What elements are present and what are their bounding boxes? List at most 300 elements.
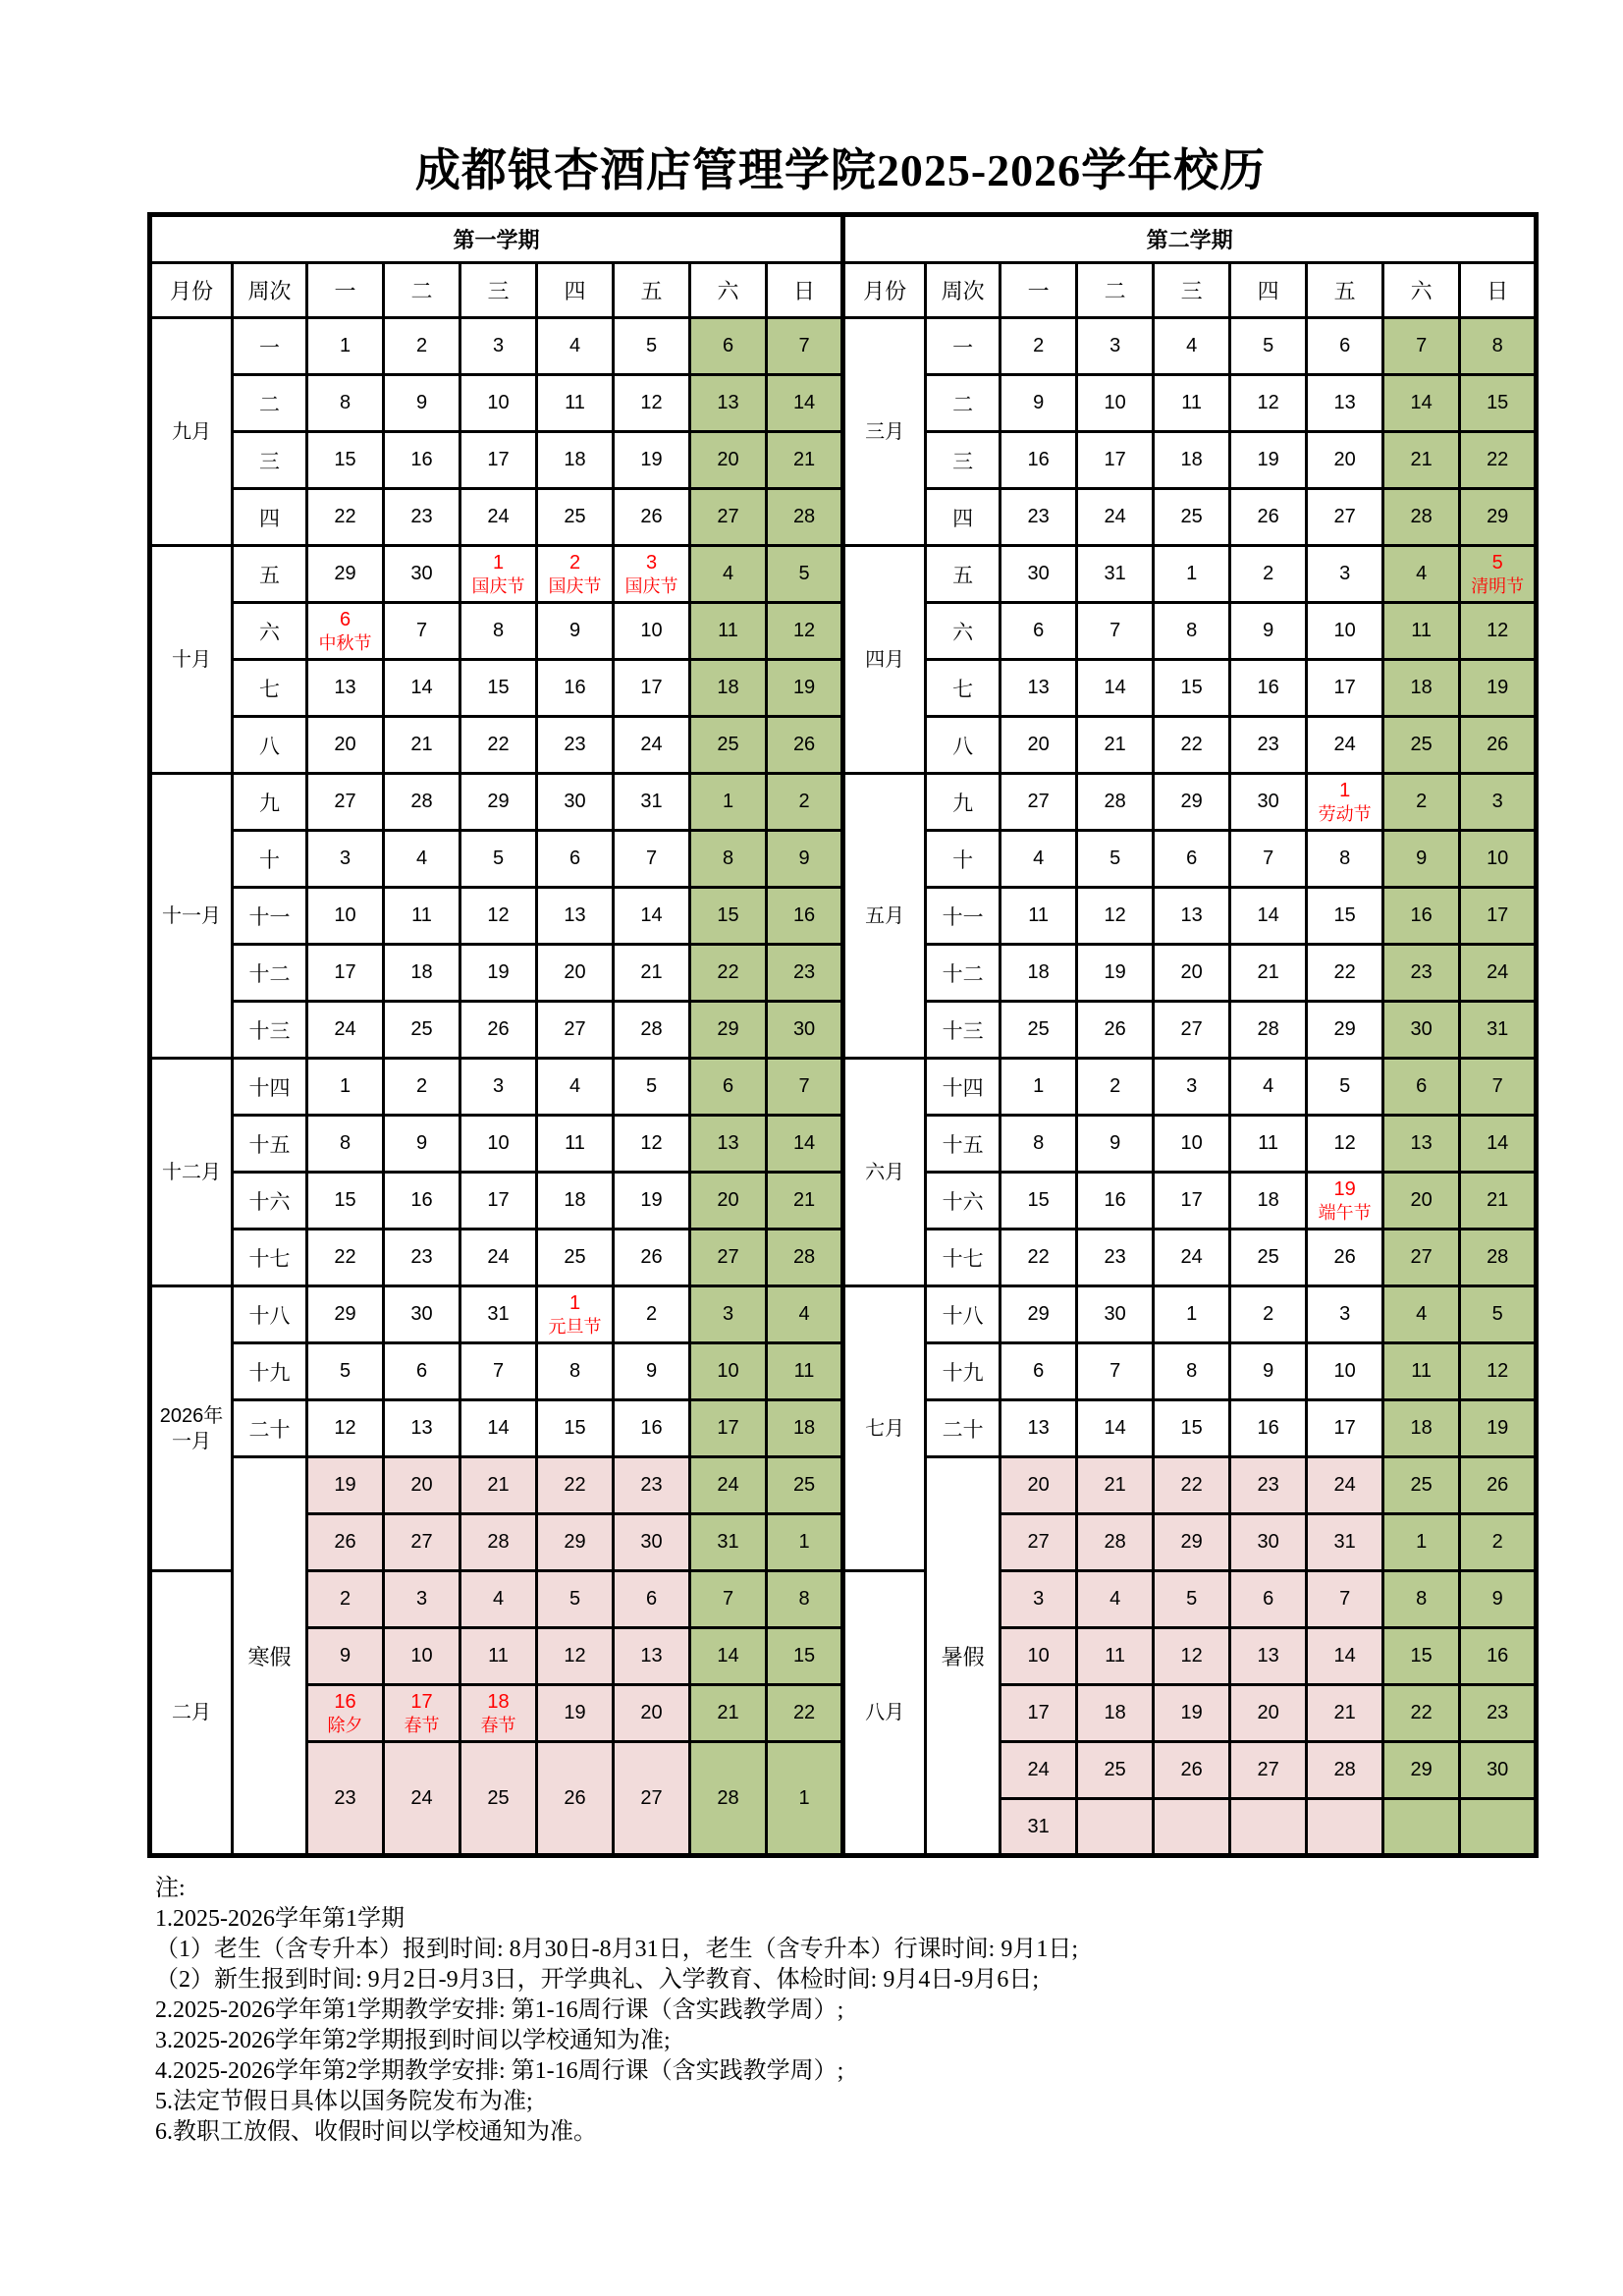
date-cell (1383, 717, 1460, 774)
date-number: 2 (1263, 1303, 1274, 1325)
date-cell (460, 375, 537, 432)
note-line: 注: (155, 1876, 186, 1901)
date-cell (1154, 1286, 1230, 1343)
date-number: 22 (1487, 449, 1509, 470)
date-number: 17 (410, 1691, 433, 1713)
date-cell (460, 1457, 537, 1514)
date-number: 5 (1491, 1303, 1503, 1325)
date-cell (1383, 546, 1460, 603)
date-cell (767, 1173, 843, 1230)
date-number: 31 (1487, 1018, 1509, 1040)
date-cell (1307, 717, 1383, 774)
date-cell (1077, 1230, 1154, 1286)
col-header-week: 周次 (233, 263, 307, 318)
date-cell (1230, 489, 1307, 546)
date-cell (767, 1343, 843, 1400)
date-number: 8 (492, 620, 505, 641)
date-number: 1 (568, 1292, 581, 1314)
date-cell (690, 546, 767, 603)
date-cell (1154, 489, 1230, 546)
date-cell (537, 1002, 614, 1059)
date-cell (307, 1059, 384, 1116)
month-cell: 七月 (843, 1286, 926, 1571)
date-number: 27 (1027, 1531, 1050, 1553)
date-number: 20 (717, 449, 739, 470)
date-cell (690, 1400, 767, 1457)
date-cell (460, 432, 537, 489)
date-number: 11 (1258, 1132, 1278, 1154)
col-header-sun: 日 (1460, 263, 1537, 318)
note-line: 6.教职工放假、收假时间以学校通知为准。 (155, 2119, 597, 2145)
date-number: 2 (1263, 563, 1274, 584)
date-number: 29 (1180, 791, 1203, 812)
date-number: 22 (334, 506, 356, 527)
date-cell (460, 603, 537, 660)
date-cell (307, 1173, 384, 1230)
date-cell (307, 1571, 384, 1628)
date-number: 7 (415, 620, 428, 641)
date-cell (1383, 1514, 1460, 1571)
date-cell (1001, 1514, 1077, 1571)
date-cell (1001, 546, 1077, 603)
date-cell (690, 318, 767, 375)
date-cell (1307, 1685, 1383, 1742)
date-cell (1154, 1173, 1230, 1230)
date-number: 15 (334, 1189, 356, 1211)
date-cell (1001, 888, 1077, 945)
date-number: 15 (1487, 392, 1509, 413)
date-cell (1307, 1742, 1383, 1799)
date-cell (767, 888, 843, 945)
date-cell (1154, 1799, 1230, 1856)
week-cell: 二十 (233, 1400, 307, 1457)
date-number: 23 (1257, 1474, 1279, 1496)
date-number: 9 (645, 1360, 658, 1382)
date-number: 26 (1257, 506, 1279, 527)
date-number: 16 (792, 904, 816, 926)
date-number: 2 (1416, 791, 1428, 812)
date-number: 22 (1410, 1702, 1433, 1723)
date-number: 19 (1257, 449, 1279, 470)
col-header-sat: 六 (1383, 263, 1460, 318)
date-number: 29 (1487, 506, 1509, 527)
month-cell: 三月 (843, 318, 926, 546)
date-number: 10 (1333, 1360, 1356, 1382)
date-cell (1154, 1400, 1230, 1457)
col-header-month: 月份 (150, 263, 233, 318)
date-number: 26 (792, 734, 816, 755)
col-header-month: 月份 (843, 263, 926, 318)
date-cell (1460, 717, 1537, 774)
date-cell (1307, 1002, 1383, 1059)
week-cell: 二十 (926, 1400, 1001, 1457)
date-number: 5 (1263, 335, 1274, 356)
holiday-label: 端午节 (1318, 1203, 1372, 1223)
month-cell: 十一月 (150, 774, 233, 1059)
date-number: 6 (1263, 1588, 1274, 1610)
date-number: 23 (410, 1246, 433, 1268)
date-cell (1460, 1742, 1537, 1799)
date-cell (1077, 318, 1154, 375)
date-number: 1 (1339, 780, 1351, 801)
day-header-row (150, 263, 1537, 318)
holiday-label: 清明节 (1471, 576, 1525, 596)
date-cell (307, 1685, 384, 1742)
date-cell (1460, 660, 1537, 717)
date-cell (1154, 1059, 1230, 1116)
week-cell: 十三 (926, 1002, 1001, 1059)
date-number: 25 (487, 1786, 510, 1809)
date-cell (1154, 1514, 1230, 1571)
date-cell (1077, 831, 1154, 888)
date-number: 19 (1180, 1702, 1203, 1723)
date-number: 15 (564, 1417, 586, 1439)
date-number: 20 (410, 1474, 433, 1496)
date-cell (384, 546, 460, 603)
date-cell (1001, 375, 1077, 432)
date-cell (307, 1400, 384, 1457)
date-cell (1383, 831, 1460, 888)
date-number: 4 (1186, 335, 1198, 356)
date-number: 9 (1033, 392, 1045, 413)
date-number: 28 (1410, 506, 1433, 527)
date-cell (1383, 1571, 1460, 1628)
date-cell (537, 1457, 614, 1514)
month-cell: 2026年一月 (150, 1286, 233, 1571)
date-cell (614, 1230, 690, 1286)
holiday-label: 劳动节 (1318, 804, 1372, 824)
date-number: 24 (1104, 506, 1126, 527)
date-number: 15 (487, 677, 510, 698)
note-line: 5.法定节假日具体以国务院发布为准; (155, 2089, 533, 2114)
date-cell (1307, 318, 1383, 375)
date-number: 10 (640, 620, 663, 641)
date-cell (1001, 1400, 1077, 1457)
date-number: 18 (792, 1417, 816, 1439)
date-cell (460, 774, 537, 831)
date-number: 23 (1410, 961, 1433, 983)
week-cell: 十二 (926, 945, 1001, 1002)
date-number: 25 (410, 1018, 433, 1040)
date-number: 26 (1487, 1474, 1509, 1496)
date-number: 18 (1104, 1702, 1126, 1723)
holiday-label: 除夕 (327, 1716, 363, 1735)
date-number: 14 (487, 1417, 510, 1439)
date-cell (690, 1116, 767, 1173)
date-number: 25 (1257, 1246, 1279, 1268)
date-cell (1307, 1514, 1383, 1571)
date-cell (460, 1343, 537, 1400)
month-cell: 八月 (843, 1571, 926, 1856)
date-number: 10 (1487, 847, 1509, 869)
date-cell (1001, 1742, 1077, 1799)
date-number: 19 (1487, 677, 1509, 698)
date-number: 13 (334, 677, 356, 698)
date-number: 1 (1416, 1531, 1428, 1553)
date-number: 12 (640, 1132, 663, 1154)
date-number: 19 (334, 1474, 356, 1496)
date-cell (307, 945, 384, 1002)
date-cell (537, 1116, 614, 1173)
week-cell: 七 (233, 660, 307, 717)
date-number: 15 (1180, 1417, 1203, 1439)
date-cell (690, 1742, 767, 1856)
date-cell (537, 1514, 614, 1571)
date-cell (690, 375, 767, 432)
date-number: 23 (1257, 734, 1279, 755)
date-number: 27 (1257, 1759, 1279, 1780)
month-cell: 十月 (150, 546, 233, 774)
date-number: 26 (1333, 1246, 1356, 1268)
date-number: 3 (1491, 791, 1503, 812)
date-cell (1383, 489, 1460, 546)
date-number: 8 (1491, 335, 1503, 356)
date-cell (614, 1742, 690, 1856)
date-cell (384, 1286, 460, 1343)
week-cell: 三 (926, 432, 1001, 489)
date-number: 15 (792, 1645, 816, 1667)
semester-2-header: 第二学期 (843, 215, 1537, 263)
date-number: 9 (1416, 847, 1428, 869)
week-cell: 十九 (926, 1343, 1001, 1400)
week-cell: 九 (926, 774, 1001, 831)
date-number: 21 (1104, 1474, 1126, 1496)
date-number: 4 (1263, 1075, 1274, 1097)
week-cell: 十八 (233, 1286, 307, 1343)
date-number: 8 (1186, 1360, 1198, 1382)
date-number: 5 (645, 1075, 658, 1097)
date-cell (384, 1002, 460, 1059)
date-cell (1460, 831, 1537, 888)
date-number: 12 (1487, 620, 1509, 641)
date-number: 29 (1333, 1018, 1356, 1040)
semester-header-row (150, 215, 1537, 263)
date-cell (537, 1343, 614, 1400)
col-header-fri: 五 (614, 263, 690, 318)
week-cell: 六 (926, 603, 1001, 660)
notes (155, 1874, 1623, 2148)
date-cell (1077, 1628, 1154, 1685)
date-cell (1077, 660, 1154, 717)
date-cell (1230, 1343, 1307, 1400)
date-cell (614, 432, 690, 489)
date-number: 12 (640, 392, 663, 413)
date-cell (1230, 1059, 1307, 1116)
week-cell: 二 (233, 375, 307, 432)
date-number: 30 (410, 1303, 433, 1325)
date-number: 21 (792, 449, 816, 470)
date-number: 22 (564, 1474, 586, 1496)
date-cell (1001, 1685, 1077, 1742)
date-cell (614, 1002, 690, 1059)
date-cell (1230, 888, 1307, 945)
date-cell (460, 1116, 537, 1173)
date-cell (307, 489, 384, 546)
date-cell (614, 1286, 690, 1343)
date-number: 31 (717, 1531, 739, 1553)
col-header-wed: 三 (1154, 263, 1230, 318)
date-cell (537, 603, 614, 660)
week-cell: 十四 (926, 1059, 1001, 1116)
date-number: 13 (640, 1645, 663, 1667)
date-cell (614, 831, 690, 888)
date-number: 29 (334, 1303, 356, 1325)
date-cell (690, 603, 767, 660)
date-number: 17 (1333, 1417, 1356, 1439)
date-number: 21 (487, 1474, 510, 1496)
date-cell (767, 1628, 843, 1685)
week-cell: 十六 (233, 1173, 307, 1230)
month-cell: 九月 (150, 318, 233, 546)
date-cell (537, 1173, 614, 1230)
date-number: 30 (1257, 791, 1279, 812)
date-cell (1230, 1230, 1307, 1286)
week-cell: 十一 (233, 888, 307, 945)
date-cell (537, 888, 614, 945)
date-cell (1307, 888, 1383, 945)
date-number: 15 (1410, 1645, 1433, 1667)
date-cell (690, 1457, 767, 1514)
date-number: 20 (717, 1189, 739, 1211)
date-cell (1001, 1002, 1077, 1059)
date-number: 26 (1180, 1759, 1203, 1780)
date-number: 2 (568, 552, 581, 574)
date-cell (767, 375, 843, 432)
col-header-fri: 五 (1307, 263, 1383, 318)
date-cell (1460, 774, 1537, 831)
date-cell (1154, 1457, 1230, 1514)
date-number: 11 (1411, 1360, 1432, 1382)
date-number: 22 (1180, 734, 1203, 755)
date-cell (1077, 1799, 1154, 1856)
date-number: 29 (1027, 1303, 1050, 1325)
date-cell (1307, 603, 1383, 660)
date-number: 8 (339, 1132, 352, 1154)
date-number: 24 (1180, 1246, 1203, 1268)
week-cell: 十六 (926, 1173, 1001, 1230)
date-number: 4 (1033, 847, 1045, 869)
date-number: 2 (798, 791, 810, 812)
date-cell (1460, 1286, 1537, 1343)
date-number: 28 (1257, 1018, 1279, 1040)
date-cell (690, 831, 767, 888)
date-cell (767, 1400, 843, 1457)
date-cell (1077, 489, 1154, 546)
date-cell (537, 318, 614, 375)
date-number: 19 (640, 1189, 663, 1211)
date-number: 27 (564, 1018, 586, 1040)
date-cell (384, 1116, 460, 1173)
date-number: 21 (717, 1702, 739, 1723)
date-cell (537, 546, 614, 603)
date-number: 13 (1333, 392, 1356, 413)
date-number: 1 (1186, 563, 1198, 584)
date-cell (1460, 1059, 1537, 1116)
date-cell (1383, 1457, 1460, 1514)
date-cell (614, 1685, 690, 1742)
date-cell (307, 774, 384, 831)
date-number: 31 (1333, 1531, 1356, 1553)
date-cell (1230, 1002, 1307, 1059)
note-line: 3.2025-2026学年第2学期报到时间以学校通知为准; (155, 2028, 671, 2053)
date-cell (1307, 546, 1383, 603)
date-number: 16 (564, 677, 586, 698)
date-cell (614, 1116, 690, 1173)
col-header-week: 周次 (926, 263, 1001, 318)
academic-calendar-table (147, 212, 1539, 1858)
date-cell (1154, 1742, 1230, 1799)
date-cell (1460, 489, 1537, 546)
date-cell (384, 375, 460, 432)
date-number: 22 (487, 734, 510, 755)
date-number: 3 (492, 1075, 505, 1097)
week-cell: 十 (233, 831, 307, 888)
date-number: 24 (1487, 961, 1509, 983)
date-cell (614, 1343, 690, 1400)
date-cell (1077, 432, 1154, 489)
date-number: 6 (415, 1360, 428, 1382)
date-cell (690, 1059, 767, 1116)
date-number: 1 (492, 552, 505, 574)
date-cell (384, 432, 460, 489)
date-number: 8 (339, 392, 352, 413)
date-number: 10 (1027, 1645, 1050, 1667)
date-number: 21 (1487, 1189, 1509, 1211)
date-cell (460, 1685, 537, 1742)
date-cell (1230, 1400, 1307, 1457)
date-cell (1460, 888, 1537, 945)
date-number: 26 (564, 1786, 586, 1809)
date-number: 5 (1186, 1588, 1198, 1610)
date-cell (460, 1514, 537, 1571)
date-cell (690, 1685, 767, 1742)
date-cell (614, 1173, 690, 1230)
month-cell: 六月 (843, 1059, 926, 1286)
date-cell (767, 1571, 843, 1628)
vacation-cell: 寒假 (233, 1457, 307, 1856)
date-number: 6 (1033, 1360, 1045, 1382)
date-cell (460, 1628, 537, 1685)
date-number: 26 (487, 1018, 510, 1040)
date-cell (767, 945, 843, 1002)
calendar-row (150, 774, 1537, 831)
week-cell: 一 (233, 318, 307, 375)
date-cell (1077, 1571, 1154, 1628)
date-cell (1001, 1286, 1077, 1343)
date-number: 10 (717, 1360, 739, 1382)
date-number: 15 (334, 449, 356, 470)
col-header-mon: 一 (307, 263, 384, 318)
date-number: 28 (1487, 1246, 1509, 1268)
date-number: 17 (1104, 449, 1126, 470)
date-cell (767, 489, 843, 546)
date-cell (1230, 660, 1307, 717)
date-number: 29 (334, 563, 356, 584)
date-number: 21 (1410, 449, 1433, 470)
date-cell (460, 546, 537, 603)
date-number: 11 (1181, 392, 1202, 413)
date-cell (1154, 1343, 1230, 1400)
date-cell (1077, 1685, 1154, 1742)
calendar-row (150, 318, 1537, 375)
date-cell (307, 318, 384, 375)
date-number: 8 (1416, 1588, 1428, 1610)
date-number: 1 (339, 1075, 352, 1097)
date-number: 14 (1333, 1645, 1356, 1667)
date-cell (1460, 945, 1537, 1002)
date-cell (1077, 888, 1154, 945)
date-cell (1001, 1173, 1077, 1230)
